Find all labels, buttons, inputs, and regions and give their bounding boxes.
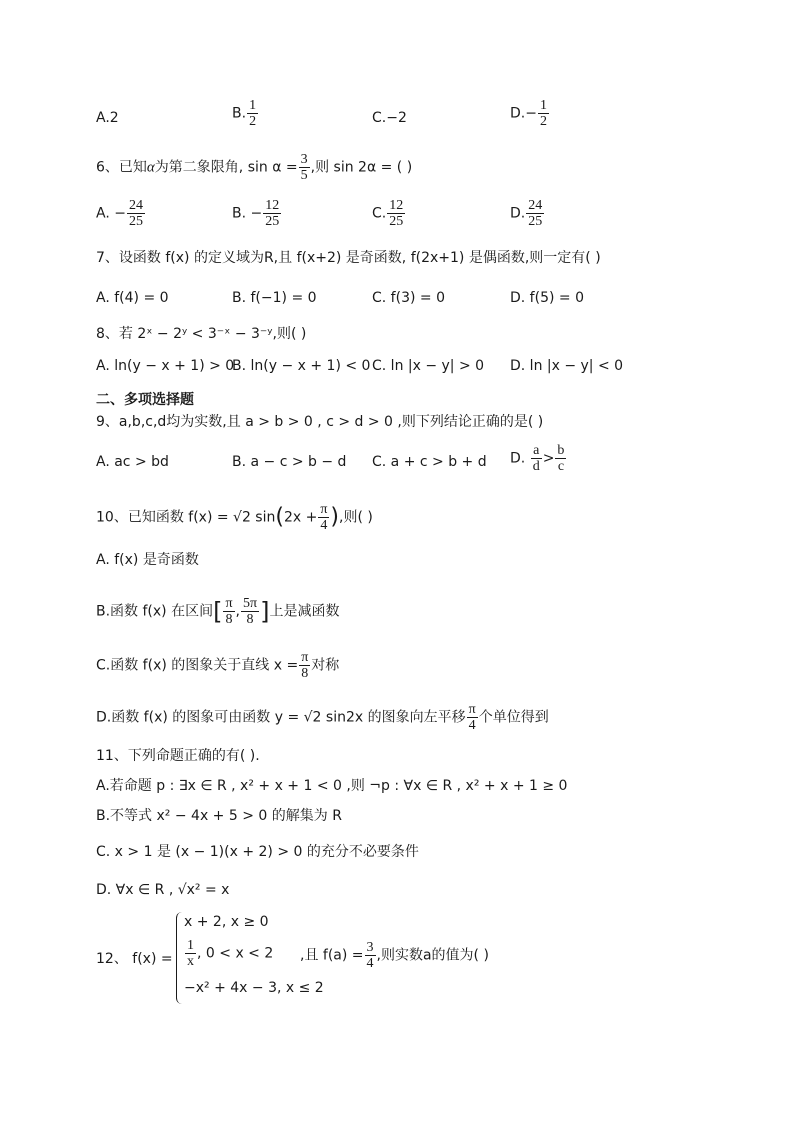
q12-case-3: −x² + 4x − 3, x ≤ 2	[184, 980, 324, 996]
q7-option-c: C. f(3) = 0	[372, 290, 445, 306]
q6-option-d-label: D.	[510, 205, 526, 222]
q6-option-a	[96, 198, 146, 229]
fraction-numerator: π	[320, 502, 328, 517]
q10-stem-pre: 10、已知函数 f(x) = √2 sin	[96, 509, 276, 526]
q10-option-b	[96, 596, 339, 627]
q12-label: 12、 f(x) =	[96, 951, 173, 967]
fraction-numerator: 12	[389, 198, 404, 213]
q10-option-d-fraction	[467, 702, 478, 733]
question-6	[96, 152, 412, 183]
q11-option-d: D. ∀x ∈ R , √x² = x	[96, 882, 230, 898]
q10-option-d	[96, 702, 549, 733]
q6-option-d	[510, 198, 545, 229]
fraction-numerator: π	[225, 596, 233, 611]
q10-paren-open: (	[275, 504, 284, 530]
q8-option-b: B. ln(y − x + 1) < 0	[232, 358, 371, 374]
q12-case-1: x + 2, x ≥ 0	[184, 914, 269, 930]
q12-tail	[300, 940, 489, 971]
q12-case-2-fraction	[185, 938, 196, 969]
q9-option-d-operator: >	[542, 450, 555, 467]
fraction-denominator: 8	[241, 611, 259, 627]
q10-option-d-pre: D.函数 f(x) 的图象可由函数 y = √2 sin2x 的图象向左平移	[96, 709, 466, 726]
fraction-denominator: 25	[389, 214, 404, 229]
q6-option-a-fraction	[127, 198, 145, 229]
q6-fraction	[299, 152, 310, 183]
q9-option-d-fraction-2	[555, 443, 566, 474]
q5-option-b	[232, 98, 259, 129]
q6-option-c-label: C.	[372, 205, 387, 222]
fraction-numerator: 1	[187, 938, 194, 953]
q5-option-c: C.−2	[372, 110, 407, 126]
fraction-numerator: 3	[300, 152, 308, 167]
q5-option-d-label: D.−	[510, 105, 537, 122]
fraction-denominator: d	[532, 459, 540, 474]
fraction-numerator: 24	[528, 198, 543, 213]
q5-option-b-label: B.	[232, 105, 247, 122]
q10-paren-close: )	[330, 504, 340, 530]
fraction-denominator: 5	[300, 168, 308, 183]
q6-option-b	[232, 198, 282, 229]
q8-option-a: A. ln(y − x + 1) > 0	[96, 358, 235, 374]
fraction-denominator: 2	[539, 114, 547, 129]
q6-stem-pre: 6、已知	[96, 159, 147, 176]
q12-case-2-condition: , 0 < x < 2	[197, 945, 274, 962]
q7-option-a: A. f(4) = 0	[96, 290, 169, 306]
q10-option-b-post: 上是减函数	[269, 603, 340, 620]
fraction-numerator: π	[301, 650, 309, 665]
q10-option-b-fraction-2	[241, 596, 259, 627]
q5-option-a: A.2	[96, 110, 119, 126]
q9-option-d	[510, 443, 567, 474]
fraction-denominator: 4	[467, 717, 478, 733]
section-2-title: 二、多项选择题	[96, 392, 194, 408]
q6-stem-mid: 为第二象限角, sin α =	[154, 159, 298, 176]
q12-post: ,则实数a的值为( )	[376, 947, 489, 964]
fraction-denominator: 4	[318, 517, 329, 533]
question-11: 11、下列命题正确的有( ).	[96, 748, 260, 764]
fraction-numerator: 1	[249, 98, 257, 113]
q6-option-c-fraction	[387, 198, 405, 229]
fraction-denominator: 2	[249, 114, 257, 129]
q10-option-c-pre: C.函数 f(x) 的图象关于直线 x =	[96, 657, 299, 674]
q11-option-c: C. x > 1 是 (x − 1)(x + 2) > 0 的充分不必要条件	[96, 844, 419, 860]
q6-option-a-label: A. −	[96, 205, 126, 222]
fraction-numerator: 5π	[243, 596, 258, 611]
fraction-denominator: 8	[299, 665, 310, 681]
q6-option-b-label: B. −	[232, 205, 263, 222]
q6-stem-post: ,则 sin 2α = ( )	[310, 159, 413, 176]
q12-mid: ,且 f(a) =	[300, 947, 364, 964]
q11-option-a: A.若命题 p : ∃x ∈ R , x² + x + 1 < 0 ,则 ¬p : ∀x ∈ R , x² + x + 1 ≥ 0	[96, 778, 568, 794]
q7-option-d: D. f(5) = 0	[510, 290, 584, 306]
q5-option-d-fraction	[538, 98, 549, 129]
q9-option-d-fraction-1	[531, 443, 542, 474]
q10-option-d-post: 个单位得到	[478, 709, 549, 726]
q9-option-d-label: D.	[510, 450, 526, 467]
q10-fraction	[318, 502, 329, 533]
q10-bracket-close: ]	[260, 597, 270, 626]
q10-option-c-post: 对称	[311, 657, 340, 674]
q12-fraction	[365, 940, 376, 971]
q10-bracket-open: [	[213, 597, 223, 626]
fraction-numerator: 12	[265, 198, 280, 213]
fraction-denominator: 25	[528, 214, 543, 229]
fraction-denominator: c	[555, 458, 566, 474]
fraction-denominator: 4	[366, 956, 374, 971]
fraction-denominator: 25	[128, 214, 143, 229]
q10-option-a: A. f(x) 是奇函数	[96, 552, 199, 568]
fraction-denominator: 8	[223, 611, 234, 627]
fraction-numerator: b	[557, 443, 565, 458]
q6-option-c	[372, 198, 406, 229]
q9-option-c: C. a + c > b + d	[372, 454, 487, 470]
q7-option-b: B. f(−1) = 0	[232, 290, 317, 306]
question-7: 7、设函数 f(x) 的定义域为R,且 f(x+2) 是奇函数, f(2x+1) 是偶函数,则一定有( )	[96, 250, 601, 266]
fraction-numerator: 1	[539, 98, 547, 113]
q10-stem-post: ,则( )	[339, 509, 373, 526]
fraction-numerator: 24	[128, 198, 143, 213]
q8-option-d: D. ln |x − y| < 0	[510, 358, 624, 374]
q9-option-a: A. ac > bd	[96, 454, 169, 470]
fraction-numerator: π	[468, 702, 476, 717]
q9-option-b: B. a − c > b − d	[232, 454, 347, 470]
q10-comma: ,	[235, 603, 240, 620]
fraction-denominator: x	[187, 954, 194, 969]
question-9: 9、a,b,c,d均为实数,且 a > b > 0 , c > d > 0 ,则下列结论正确的是( )	[96, 414, 544, 430]
fraction-numerator: 3	[366, 940, 374, 955]
q12-case-2	[184, 938, 273, 969]
fraction-denominator: 25	[265, 214, 280, 229]
q10-arg: 2x +	[283, 509, 318, 526]
question-8: 8、若 2ˣ − 2ʸ < 3⁻ˣ − 3⁻ʸ,则( )	[96, 326, 307, 342]
q10-option-c-fraction	[299, 650, 310, 681]
q10-option-b-fraction-1	[223, 596, 234, 627]
q6-option-b-fraction	[263, 198, 281, 229]
fraction-numerator: a	[533, 443, 540, 458]
question-10	[96, 502, 373, 533]
q8-option-c: C. ln |x − y| > 0	[372, 358, 485, 374]
q5-option-d	[510, 98, 550, 129]
q5-option-b-fraction	[247, 98, 258, 129]
q11-option-b: B.不等式 x² − 4x + 5 > 0 的解集为 R	[96, 808, 342, 824]
q10-option-b-pre: B.函数 f(x) 在区间	[96, 603, 214, 620]
q6-alpha: α	[146, 159, 155, 176]
q10-option-c	[96, 650, 339, 681]
q6-option-d-fraction	[526, 198, 544, 229]
